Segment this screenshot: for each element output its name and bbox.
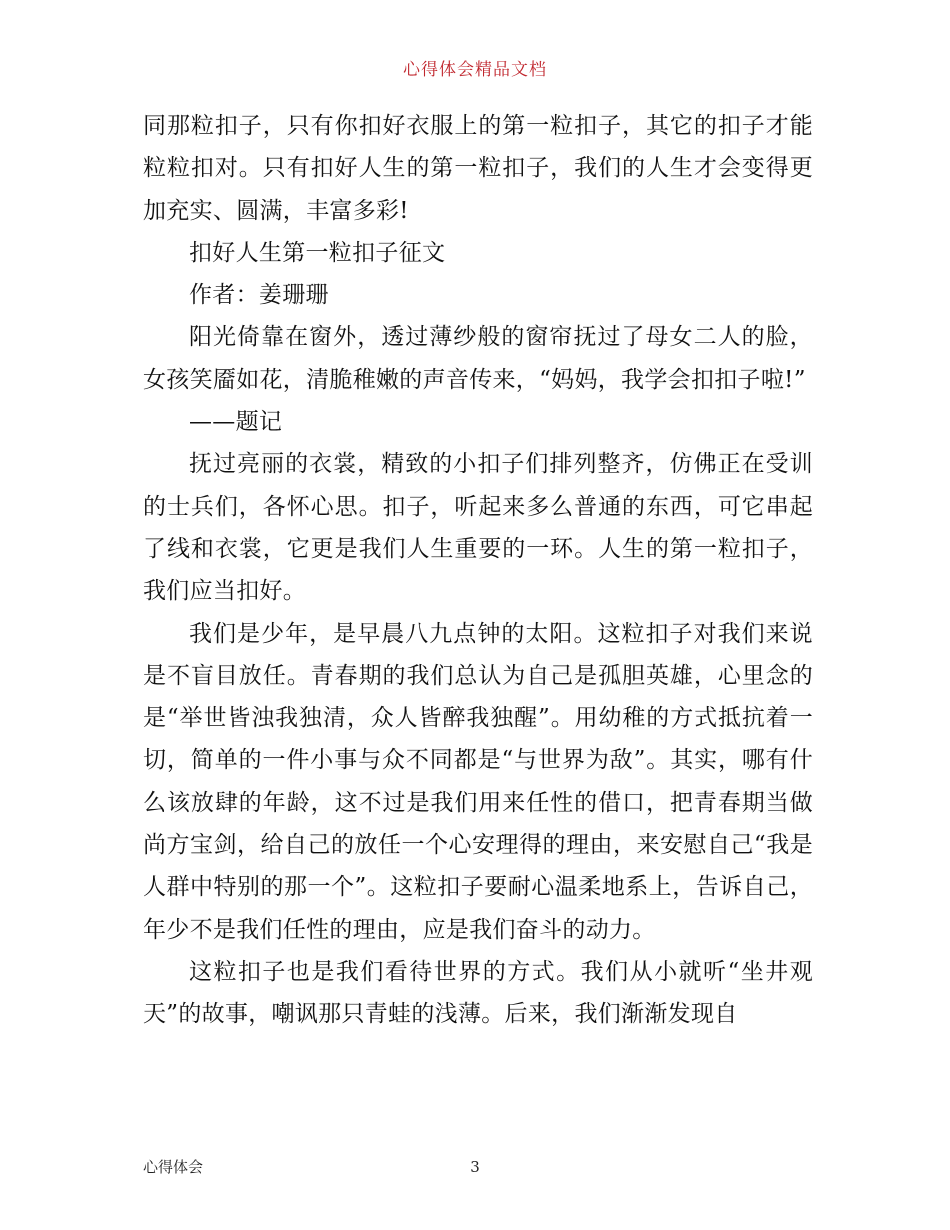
document-body	[143, 105, 813, 1036]
footer-label: 心得体会	[143, 1158, 204, 1176]
paragraph: 阳光倚靠在窗外，透过薄纱般的窗帘抚过了母女二人的脸，女孩笑靥如花，清脆稚嫩的声音传来，“妈妈，我学会扣扣子啦!”	[143, 324, 813, 393]
paragraph: 我们是少年，是早晨八九点钟的太阳。这粒扣子对我们来说是不盲目放任。青春期的我们总认为自己是孤胆英雄，心里念的是“举世皆浊我独清，众人皆醉我独醒”。用幼稚的方式抵抗着一切，简单的一件小事与众不同都是“与世界为敌”。其实，哪有什么该放肆的年龄，这不过是我们用来任性的借口，把青春期当做尚方宝剑，给自己的放任一个心安理得的理由，来安慰自己“我是人群中特别的那一个”。这粒扣子要耐心温柔地系上，告诉自己，年少不是我们任性的理由，应是我们奋斗的动力。	[143, 620, 813, 943]
essay-title: 扣好人生第一粒扣子征文	[189, 239, 446, 266]
paragraph: 同那粒扣子，只有你扣好衣服上的第一粒扣子，其它的扣子才能粒粒扣对。只有扣好人生的第一粒扣子，我们的人生才会变得更加充实、圆满，丰富多彩!	[143, 113, 813, 224]
page-header-title: 心得体会精品文档	[403, 60, 547, 80]
epigraph-attribution: ——题记	[189, 409, 283, 436]
page-number: 3	[470, 1158, 480, 1176]
author-line: 作者：姜珊珊	[189, 282, 329, 309]
paragraph: 抚过亮丽的衣裳，精致的小扣子们排列整齐，仿佛正在受训的士兵们，各怀心思。扣子，听起来多么普通的东西，可它串起了线和衣裳，它更是我们人生重要的一环。人生的第一粒扣子，我们应当扣好。	[143, 451, 813, 605]
paragraph: 这粒扣子也是我们看待世界的方式。我们从小就听“坐井观天”的故事，嘲讽那只青蛙的浅薄。后来，我们渐渐发现自	[143, 958, 813, 1028]
